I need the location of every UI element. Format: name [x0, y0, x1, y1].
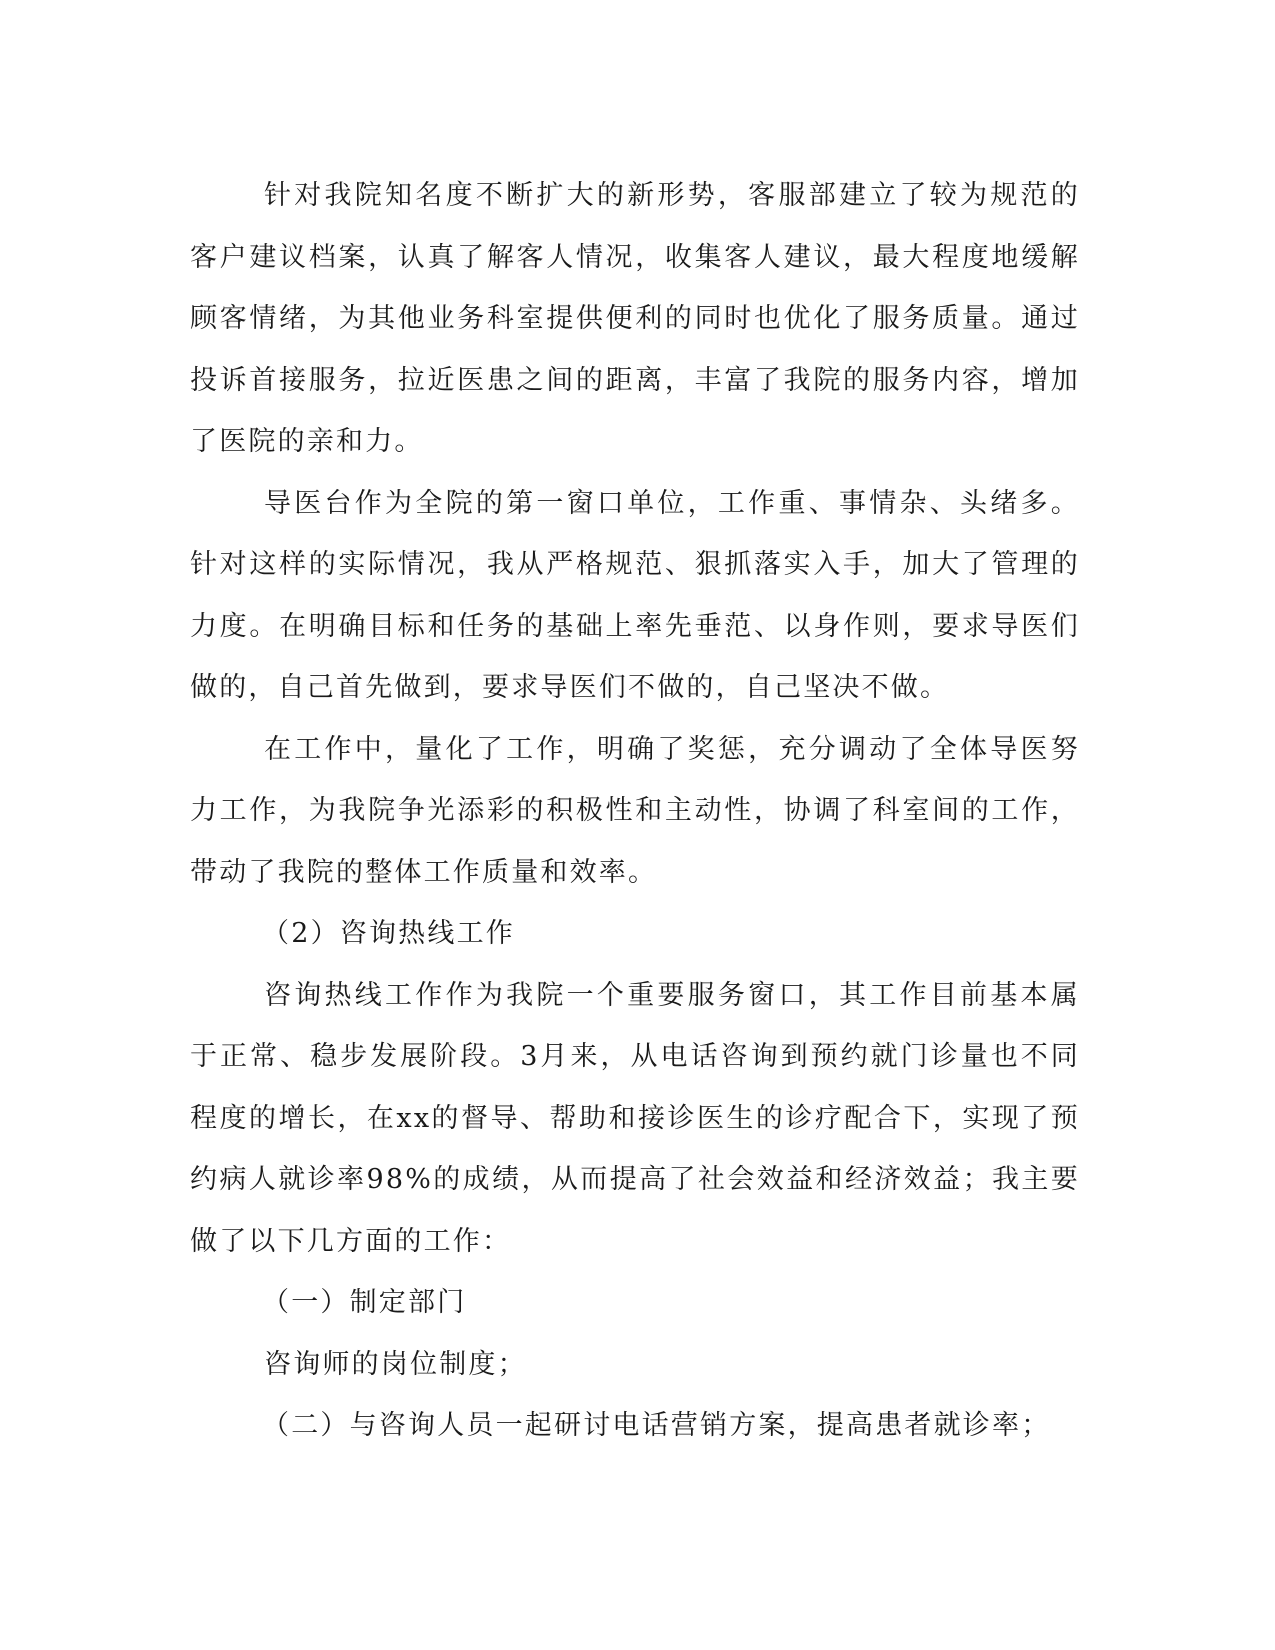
list-item-1-title: （一）制定部门: [262, 1287, 467, 1318]
document-body: [190, 165, 1080, 1457]
paragraph-customer-service: 针对我院知名度不断扩大的新形势，客服部建立了较为规范的客户建议档案，认真了解客人情况，收集客人建议，最大程度地缓解顾客情绪，为其他业务科室提供便利的同时也优化了服务质量。通过投诉首接服务，拉近医患之间的距离，丰富了我院的服务内容，增加了医院的亲和力。: [190, 180, 1080, 457]
paragraph-hotline: 咨询热线工作作为我院一个重要服务窗口，其工作目前基本属于正常、稳步发展阶段。3月来，从电话咨询到预约就门诊量也不同程度的增长，在xx的督导、帮助和接诊医生的诊疗配合下，实现了预约病人就诊率98%的成绩，从而提高了社会效益和经济效益；我主要做了以下几方面的工作：: [190, 979, 1080, 1257]
section-heading-hotline: （2）咨询热线工作: [262, 918, 515, 949]
paragraph-guide-desk: 导医台作为全院的第一窗口单位，工作重、事情杂、头绪多。针对这样的实际情况，我从严格规范、狠抓落实入手，加大了管理的力度。在明确目标和任务的基础上率先垂范、以身作则，要求导医们做的，自己首先做到，要求导医们不做的，自己坚决不做。: [190, 487, 1080, 703]
paragraph-work-quantification: 在工作中，量化了工作，明确了奖惩，充分调动了全体导医努力工作，为我院争光添彩的积极性和主动性，协调了科室间的工作，带动了我院的整体工作质量和效率。: [190, 733, 1080, 888]
list-item-2: （二）与咨询人员一起研讨电话营销方案，提高患者就诊率；: [262, 1410, 1051, 1441]
list-item-1-continued: 咨询师的岗位制度；: [264, 1348, 527, 1380]
